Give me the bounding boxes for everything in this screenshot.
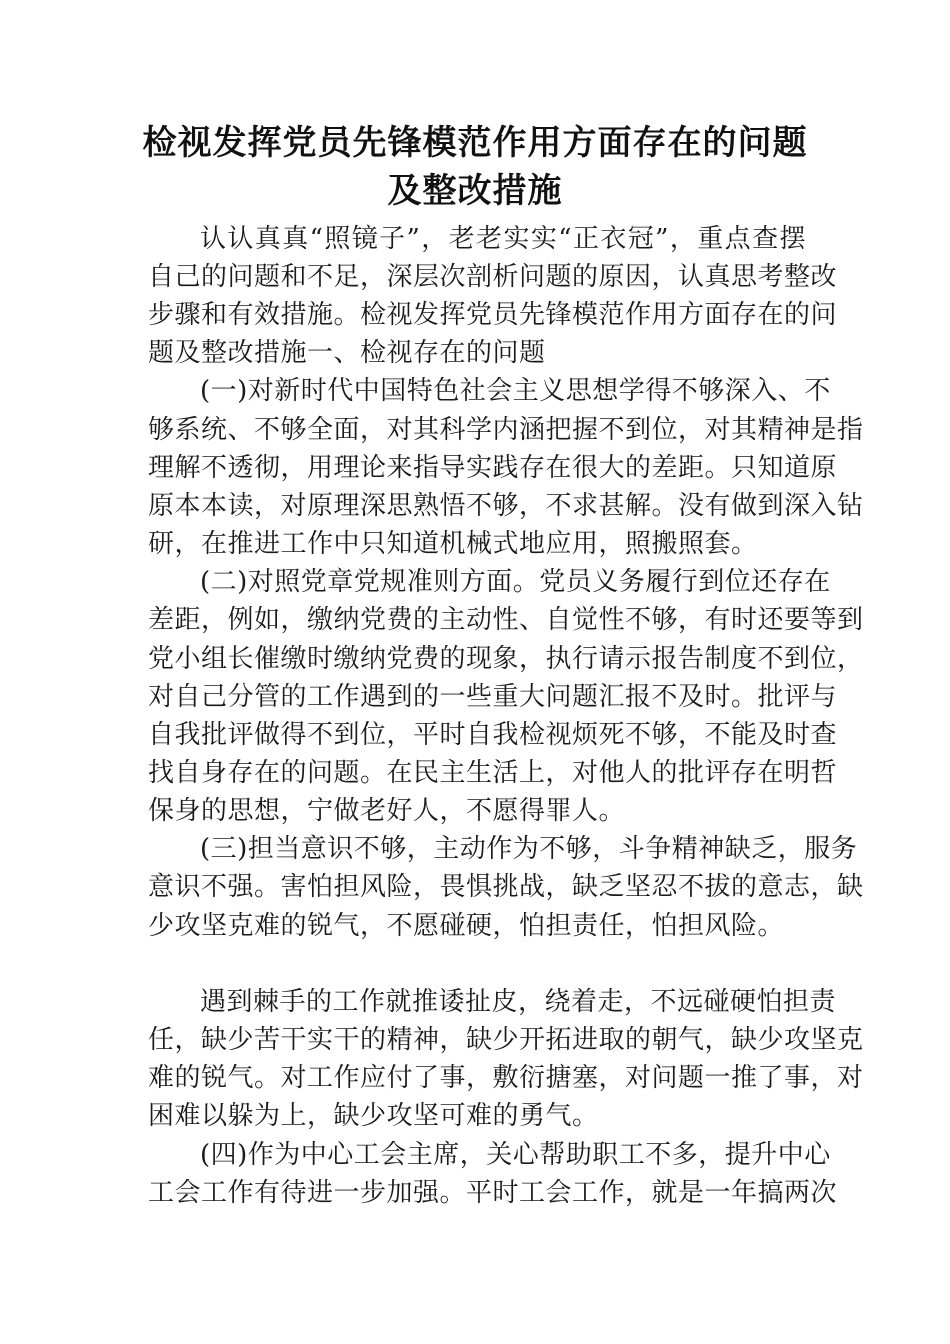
body-line: 少攻坚克难的锐气，不愿碰硬，怕担责任，怕担风险。 bbox=[148, 911, 785, 941]
body-line: 保身的思想，宁做老好人，不愿得罪人。 bbox=[148, 796, 626, 826]
body-line: (四)作为中心工会主席，关心帮助职工不多，提升中心 bbox=[200, 1140, 831, 1170]
body-line: 步骤和有效措施。检视发挥党员先锋模范作用方面存在的问 bbox=[148, 300, 838, 330]
body-line: 原本本读，对原理深思熟悟不够，不求甚解。没有做到深入钻 bbox=[148, 491, 864, 521]
body-line: 认认真真“照镜子”，老老实实“正衣冠”，重点查摆 bbox=[200, 224, 806, 254]
body-line: 理解不透彻，用理论来指导实践存在很大的差距。只知道原 bbox=[148, 453, 838, 483]
body-line: (三)担当意识不够，主动作为不够，斗争精神缺乏，服务 bbox=[200, 834, 858, 864]
body-line: 找自身存在的问题。在民主生活上，对他人的批评存在明哲 bbox=[148, 758, 838, 788]
body-line: 党小组长催缴时缴纳党费的现象，执行请示报告制度不到位， bbox=[148, 644, 864, 674]
body-line: 困难以躲为上，缺少攻坚可难的勇气。 bbox=[148, 1101, 599, 1131]
body-line: 遇到棘手的工作就推诿扯皮，绕着走，不远碰硬怕担责 bbox=[200, 987, 837, 1017]
body-line: (一)对新时代中国特色社会主义思想学得不够深入、不 bbox=[200, 376, 831, 406]
body-line: 差距，例如，缴纳党费的主动性、自觉性不够，有时还要等到 bbox=[148, 605, 864, 635]
body-line: 任，缺少苦干实干的精神，缺少开拓进取的朝气，缺少攻坚克 bbox=[148, 1025, 864, 1055]
body-line: 自己的问题和不足，深层次剖析问题的原因，认真思考整改 bbox=[148, 262, 838, 292]
body-line: 意识不强。害怕担风险，畏惧挑战，缺乏坚忍不拔的意志，缺 bbox=[148, 872, 864, 902]
body-line: 难的锐气。对工作应付了事，敷衍搪塞，对问题一推了事，对 bbox=[148, 1063, 864, 1093]
body-line: 题及整改措施一、检视存在的问题 bbox=[148, 338, 546, 368]
body-line: 研，在推进工作中只知道机械式地应用，照搬照套。 bbox=[148, 529, 758, 559]
body-line: 自我批评做得不到位，平时自我检视烦死不够，不能及时查 bbox=[148, 720, 838, 750]
body-line: (二)对照党章党规准则方面。党员义务履行到位还存在 bbox=[200, 567, 831, 597]
body-line: 工会工作有待进一步加强。平时工会工作，就是一年搞两次 bbox=[148, 1178, 838, 1208]
document-title-line-1: 检视发挥党员先锋模范作用方面存在的问题 bbox=[142, 123, 808, 163]
body-line: 对自己分管的工作遇到的一些重大问题汇报不及时。批评与 bbox=[148, 682, 838, 712]
body-line: 够系统、不够全面，对其科学内涵把握不到位，对其精神是指 bbox=[148, 415, 864, 445]
document-title-line-2: 及整改措施 bbox=[387, 171, 563, 211]
